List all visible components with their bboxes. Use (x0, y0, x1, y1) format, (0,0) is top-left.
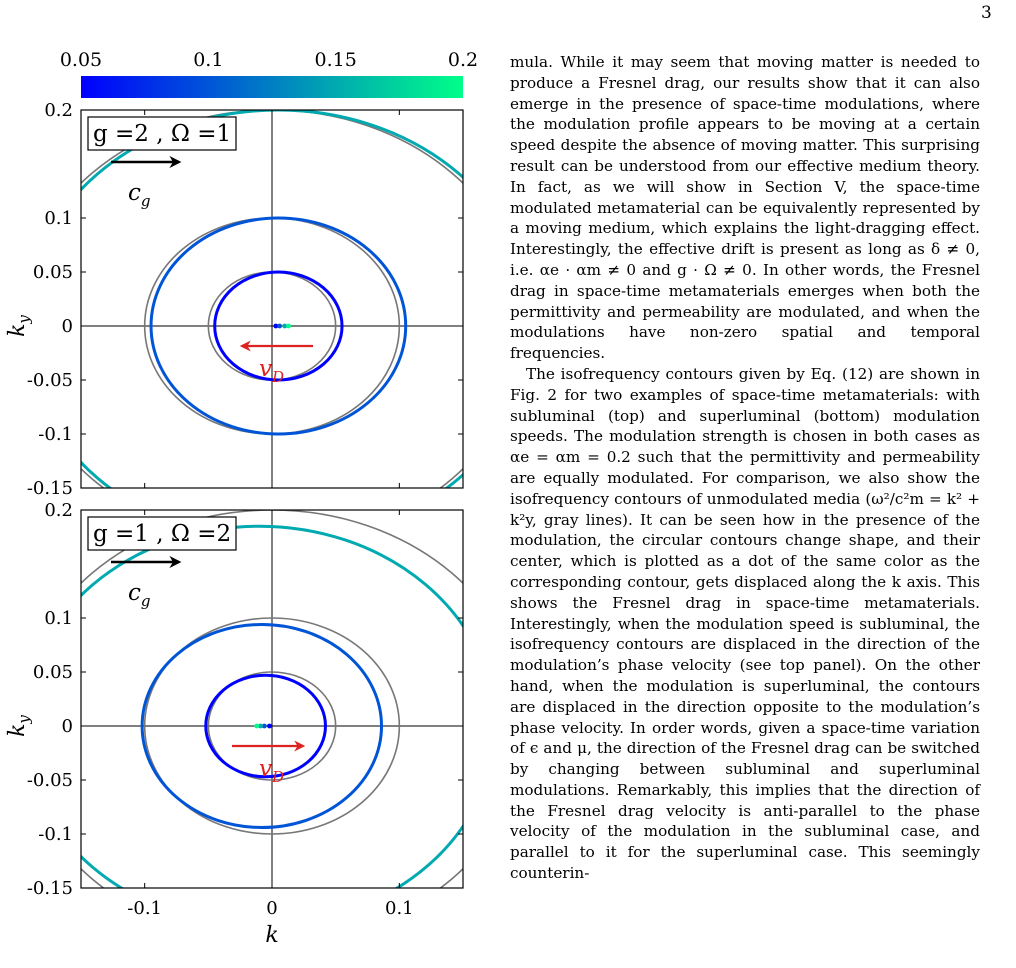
drift-velocity-label: $v_D$ (259, 356, 285, 386)
y-tick-label: -0.15 (26, 878, 73, 899)
phase-velocity-label: $c_g$ (128, 180, 151, 210)
y-axis-label: $k_y$ (5, 715, 33, 737)
y-tick-label: 0.2 (44, 500, 73, 521)
paragraph-1: mula. While it may seem that moving matter is needed to produce a Fresnel drag, our results show that it can also emerge in the presence of space-time modulations, where the modulation profile appears to be moving at a certain speed despite the absence of moving matter. This surprising result can be understood from our effective medium theory. In fact, as we will show in Section V, the space-time modulated metamaterial can be equivalently represented by a moving medium, which explains the light-dragging effect. Interestingly, the effective drift is present as long as δ ≠ 0, i.e. αe · αm ≠ 0 and g · Ω ≠ 0. In other words, the Fresnel drag in space-time metamaterials emerges when both the permittivity and permeability are modulated, and when the modulations have non-zero spatial and temporal frequencies. (510, 53, 980, 363)
y-tick-label: 0.1 (44, 208, 73, 229)
colorbar-tick-label: 0.2 (447, 49, 479, 71)
phase-velocity-label: $c_g$ (128, 580, 151, 610)
y-tick-label: -0.15 (26, 478, 73, 499)
drift-velocity-label: $v_D$ (259, 756, 285, 786)
y-tick-label: 0.05 (32, 662, 73, 683)
body-text (510, 52, 980, 884)
y-tick-label: 0.1 (44, 608, 73, 629)
x-axis-label: k (265, 923, 279, 948)
contour-center-dot (267, 724, 272, 729)
y-tick-label: 0 (61, 316, 73, 337)
contour-center-dot (277, 324, 282, 329)
colorbar (60, 49, 478, 98)
panel-parameter-label (88, 517, 236, 550)
colorbar-tick-label: 0.15 (314, 49, 357, 71)
x-tick-label: -0.1 (127, 898, 163, 919)
figure-2 (0, 0, 480, 968)
colorbar-gradient (81, 76, 463, 98)
figure-canvas (0, 0, 480, 968)
contour-center-dot (254, 724, 259, 729)
contour-center-dot (286, 324, 291, 329)
y-tick-label: -0.05 (26, 770, 73, 791)
svg-text:g =2 , Ω =1: g =2 , Ω =1 (93, 121, 232, 147)
y-tick-label: -0.1 (38, 424, 73, 445)
y-axis-label: $k_y$ (5, 315, 33, 337)
paragraph-2: The isofrequency contours given by Eq. (12) are shown in Fig. 2 for two examples of space-time metamaterials: with subluminal (top) and superluminal (bottom) modulation speeds. The modulation strength is chosen in both cases as αe = αm = 0.2 such that the permittivity and permeability are equally modulated. For comparison, we also show the isofrequency contours of unmodulated media (ω²/c²m = k² + k²y, gray lines). It can be seen how in the presence of the modulation, the circular contours change shape, and their center, which is plotted as a dot of the same color as the corresponding contour, gets displaced along the k axis. This shows the Fresnel drag in space-time metamaterials. Interestingly, when the modulation speed is subluminal, the isofrequency contours are displaced in the direction of the modulation’s phase velocity (see top panel). On the other hand, when the modulation is superluminal, the contours are displaced in the direction opposite to the modulation’s phase velocity. In order words, given a space-time variation of ϵ and μ, the direction of the Fresnel drag can be switched by changing between subluminal and superluminal modulations. Remarkably, this implies that the direction of the Fresnel drag velocity is anti-parallel to the phase velocity of the modulation in the subluminal case, and parallel to it for the superluminal case. This seemingly counterin- (510, 364, 980, 883)
page-number: 3 (981, 3, 992, 23)
x-tick-label: 0 (266, 898, 278, 919)
y-tick-label: -0.05 (26, 370, 73, 391)
x-tick-label: 0.1 (385, 898, 414, 919)
panel-parameter-label (88, 117, 236, 150)
y-tick-label: 0.2 (44, 100, 73, 121)
colorbar-tick-label: 0.1 (193, 49, 224, 71)
y-tick-label: 0.05 (32, 262, 73, 283)
y-tick-label: -0.1 (38, 824, 73, 845)
colorbar-tick-label: 0.05 (59, 49, 103, 71)
svg-text:g =1 , Ω =2: g =1 , Ω =2 (93, 521, 232, 547)
y-tick-label: 0 (61, 716, 73, 737)
